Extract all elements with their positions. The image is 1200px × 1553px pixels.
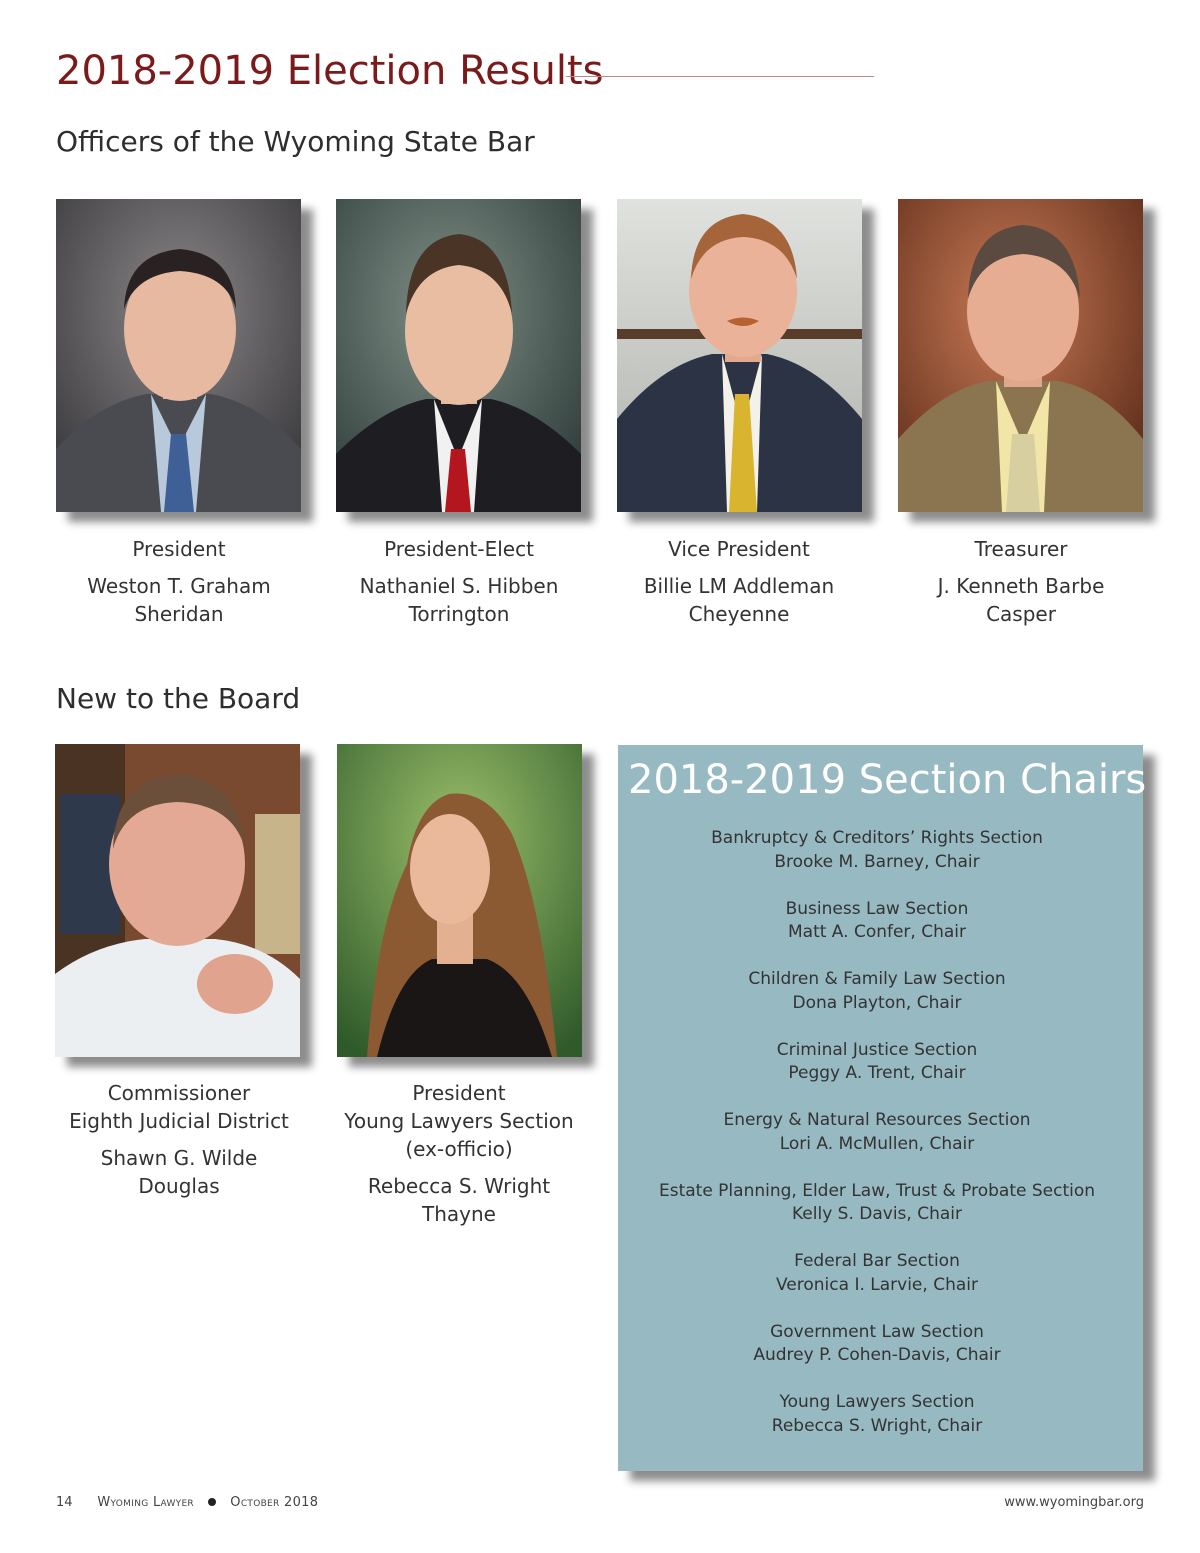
portrait-rebecca-wright	[337, 744, 582, 1057]
officer-role: President-Elect	[384, 537, 534, 561]
section-name: Children & Family Law Section	[748, 969, 1006, 989]
photo-young-lawyers-president	[337, 744, 582, 1057]
board-name: Rebecca S. Wright	[367, 1174, 551, 1198]
photo-president	[56, 199, 301, 512]
section-chairs-panel	[618, 745, 1147, 1471]
portrait-nathaniel-hibben	[336, 199, 581, 512]
page-number: 14	[56, 1495, 73, 1510]
officer-role: Vice President	[668, 537, 810, 561]
officer-caption-president-elect	[319, 535, 599, 628]
officer-name: Billie LM Addleman	[643, 574, 835, 598]
board-role-line3: (ex-officio)	[405, 1137, 513, 1161]
section-chairs-title: 2018-2019 Section Chairs	[628, 757, 1147, 803]
section-chair: Rebecca S. Wright, Chair	[771, 1415, 983, 1436]
board-role-line1: Commissioner	[107, 1081, 251, 1105]
section-name: Estate Planning, Elder Law, Trust & Probate Section	[658, 1180, 1096, 1201]
officer-name: J. Kenneth Barbe	[937, 574, 1105, 598]
officer-caption-vice-president	[599, 535, 879, 628]
list-item	[618, 1250, 1136, 1321]
photo-treasurer	[898, 199, 1143, 512]
section-chair: Lori A. McMullen, Chair	[779, 1133, 975, 1154]
officer-name: Weston T. Graham	[87, 574, 271, 598]
section-name: Criminal Justice Section	[776, 1039, 978, 1060]
portrait-kenneth-barbe	[898, 199, 1143, 512]
officer-city: Casper	[986, 602, 1056, 626]
portrait-weston-graham	[56, 199, 301, 512]
portrait-billie-addleman	[617, 199, 862, 512]
section-name: Government Law Section	[770, 1321, 984, 1342]
portrait-shawn-wilde	[55, 744, 300, 1057]
bullet-icon	[208, 1498, 216, 1506]
section-name: Business Law Section	[785, 898, 969, 919]
board-caption-commissioner	[39, 1079, 319, 1200]
section-name: Young Lawyers Section	[779, 1392, 975, 1412]
list-item	[618, 1180, 1136, 1251]
footer-url[interactable]: www.wyomingbar.org	[1004, 1495, 1144, 1510]
section-chair: Veronica I. Larvie, Chair	[776, 1274, 978, 1295]
page-title: 2018-2019 Election Results	[56, 48, 604, 94]
section-chair: Brooke M. Barney, Chair	[774, 851, 980, 872]
photo-commissioner	[55, 744, 300, 1057]
list-item	[618, 898, 1136, 969]
photo-vice-president	[617, 199, 862, 512]
section-chair: Kelly S. Davis, Chair	[792, 1204, 962, 1224]
board-role-line2: Eighth Judicial District	[69, 1109, 289, 1133]
list-item	[618, 1391, 1136, 1462]
officer-role: President	[132, 537, 226, 561]
issue-date: October 2018	[230, 1495, 319, 1510]
officer-name: Nathaniel S. Hibben	[359, 574, 559, 598]
board-city: Douglas	[138, 1174, 220, 1198]
list-item	[618, 968, 1136, 1039]
officer-caption-president	[39, 535, 319, 628]
board-name: Shawn G. Wilde	[100, 1146, 258, 1170]
section-chair: Peggy A. Trent, Chair	[788, 1063, 966, 1083]
board-city: Thayne	[422, 1202, 496, 1226]
section-chair: Audrey P. Cohen-Davis, Chair	[753, 1345, 1001, 1365]
section-name: Energy & Natural Resources Section	[723, 1110, 1031, 1130]
officer-city: Sheridan	[134, 602, 224, 626]
list-item	[618, 827, 1136, 898]
list-item	[618, 1321, 1136, 1392]
section-chair: Matt A. Confer, Chair	[787, 922, 967, 942]
section-name: Federal Bar Section	[794, 1251, 960, 1271]
officer-caption-treasurer	[881, 535, 1161, 628]
officer-city: Cheyenne	[688, 602, 790, 626]
list-item	[618, 1109, 1136, 1180]
list-item	[618, 1039, 1136, 1110]
footer-left	[56, 1495, 318, 1510]
officers-heading: Officers of the Wyoming State Bar	[56, 125, 535, 158]
section-name: Bankruptcy & Creditors’ Rights Section	[711, 828, 1043, 848]
title-divider	[566, 76, 874, 77]
section-chairs-list	[618, 827, 1136, 1462]
board-heading: New to the Board	[56, 682, 301, 715]
publication-name: Wyoming Lawyer	[97, 1495, 194, 1510]
board-role-line1: President	[412, 1081, 506, 1105]
board-role-line2: Young Lawyers Section	[344, 1109, 574, 1133]
section-chair: Dona Playton, Chair	[792, 992, 962, 1013]
board-caption-young-lawyers	[319, 1079, 599, 1228]
photo-president-elect	[336, 199, 581, 512]
officer-city: Torrington	[408, 602, 510, 626]
officer-role: Treasurer	[974, 537, 1068, 561]
